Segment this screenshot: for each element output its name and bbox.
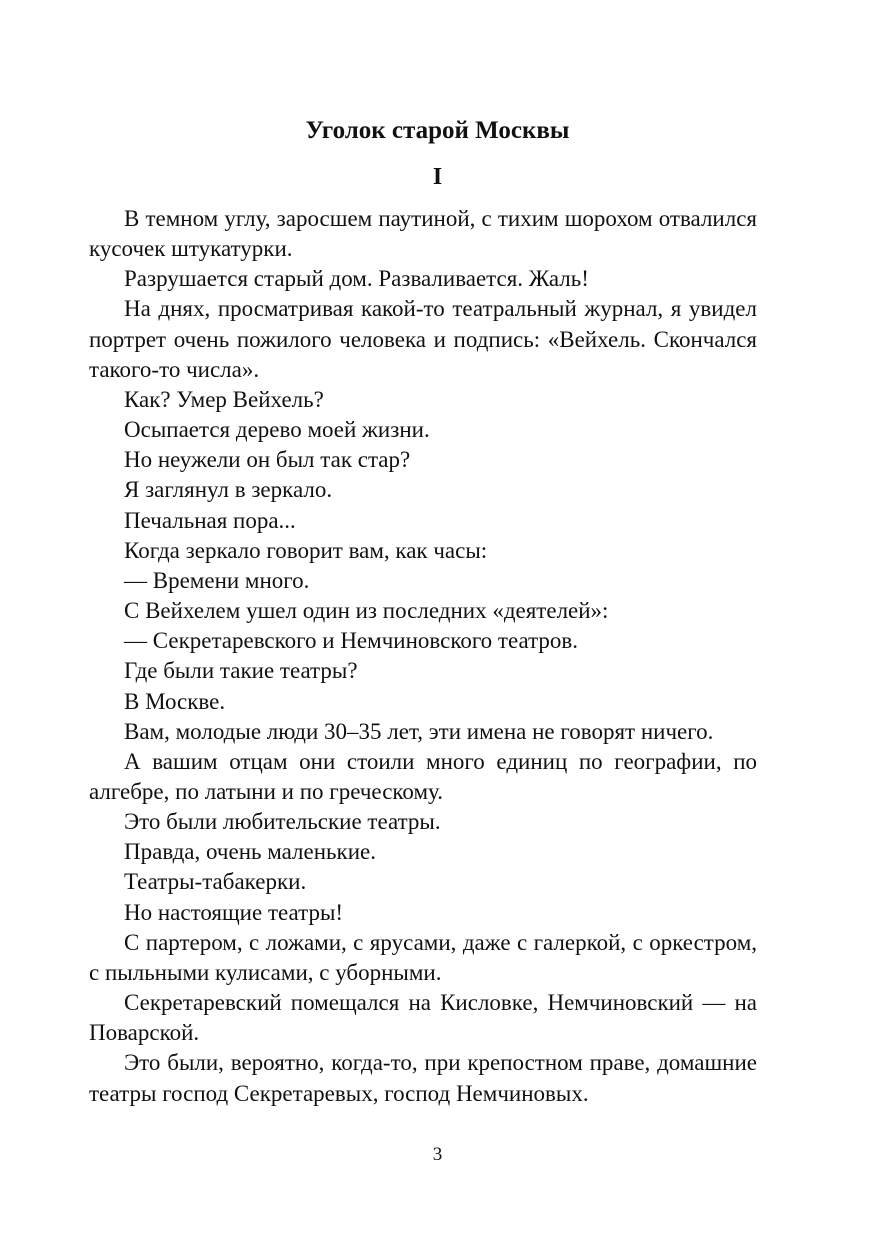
paragraph: Правда, очень маленькие. — [124, 839, 376, 865]
paragraph: Разрушается старый дом. Разваливается. Жаль! — [124, 266, 589, 292]
paragraph: А вашим отцам они стоили много единиц по географии, по алгебре, по латыни и по греческому. — [89, 748, 757, 804]
paragraph: На днях, просматривая какой-то театральный журнал, я увидел портрет очень пожилого человека и подпись: «Вейхель. Скончался такого-то числа». — [89, 296, 757, 382]
paragraph: Печальная пора... — [124, 507, 296, 533]
paragraph: В Москве. — [124, 688, 226, 714]
paragraph: Где были такие театры? — [124, 658, 358, 684]
chapter-title: Уголок старой Москвы — [305, 117, 570, 144]
paragraph: Вам, молодые люди 30–35 лет, эти имена не говорят ничего. — [124, 718, 714, 744]
paragraph: Я заглянул в зеркало. — [124, 477, 333, 503]
paragraph: Театры-табакерки. — [124, 869, 307, 895]
paragraph: — Времени много. — [124, 567, 310, 593]
paragraph: Осыпается дерево моей жизни. — [124, 417, 430, 443]
paragraph: Секретаревский помещался на Кисловке, Немчиновский — на Поварской. — [89, 990, 757, 1046]
paragraph: В темном углу, заросшем паутиной, с тихим шорохом отвалился кусочек штукатурки. — [89, 206, 757, 262]
chapter-number: I — [432, 164, 443, 190]
page-number: 3 — [432, 1144, 443, 1165]
paragraph: Как? Умер Вейхель? — [124, 386, 324, 412]
paragraph: С Вейхелем ушел один из последних «деятелей»: — [124, 598, 609, 624]
paragraph: С партером, с ложами, с ярусами, даже с галеркой, с оркестром, с пыльными кулисами, с уборными. — [89, 929, 757, 985]
paragraph: Это были, вероятно, когда-то, при крепостном праве, домашние театры господ Секретаревых, господ Немчиновых. — [89, 1050, 757, 1106]
paragraph: Но неужели он был так стар? — [124, 447, 411, 473]
body-text — [89, 204, 757, 1109]
paragraph: Но настоящие театры! — [124, 899, 344, 925]
paragraph: — Секретаревского и Немчиновского театров. — [124, 628, 579, 654]
paragraph: Когда зеркало говорит вам, как часы: — [124, 537, 488, 563]
paragraph: Это были любительские театры. — [124, 809, 441, 835]
